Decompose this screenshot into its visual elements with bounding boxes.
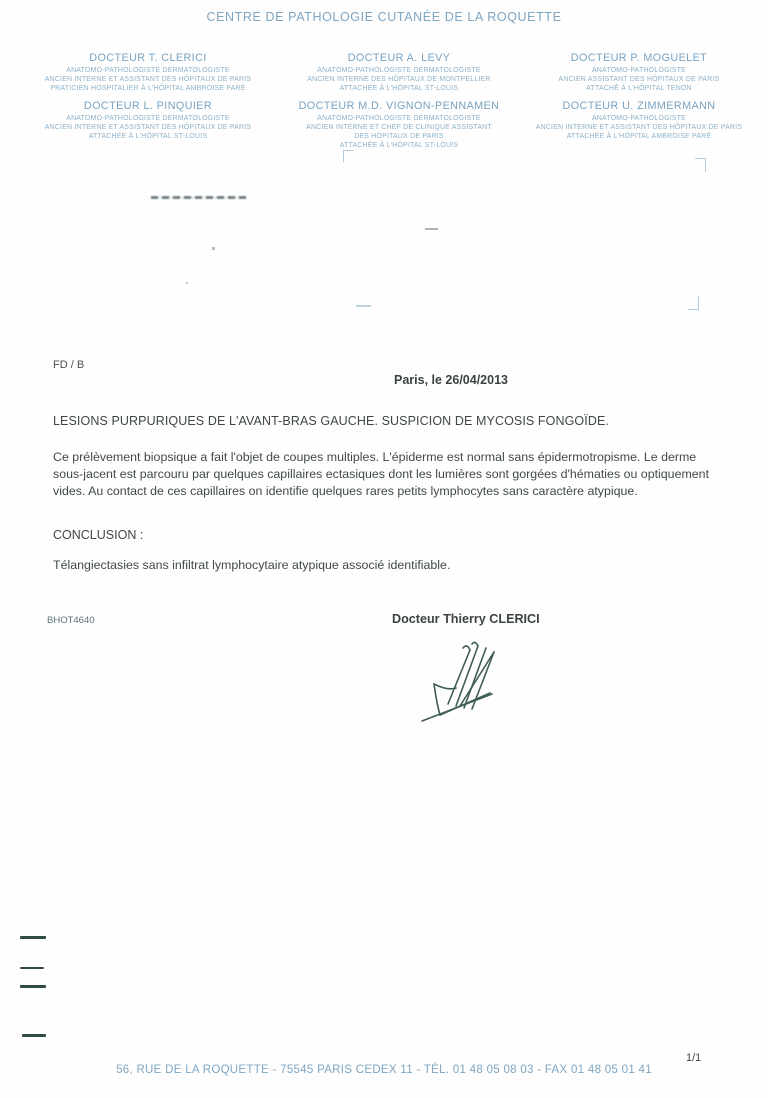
doctor-block <box>280 100 518 150</box>
scanner-registration-mark <box>20 936 46 939</box>
doctor-name: DOCTEUR U. ZIMMERMANN <box>562 100 716 112</box>
signatory-name: Docteur Thierry CLERICI <box>392 612 540 626</box>
doctor-credential: ATTACHÉE À L'HÔPITAL AMBROISE PARÉ <box>566 133 712 140</box>
doctor-credential: ATTACHÉE À L'HÔPITAL ST-LOUIS <box>339 85 459 92</box>
doctor-name: DOCTEUR L. PINQUIER <box>83 100 213 112</box>
scanner-registration-mark <box>22 1034 46 1037</box>
doctor-credential: ANATOMO-PATHOLOGISTE DERMATOLOGISTE <box>66 115 230 122</box>
doctor-credential: ANATOMO-PATHOLOGISTE DERMATOLOGISTE <box>317 115 481 122</box>
redacted-patient-name <box>151 196 247 199</box>
doctor-credential: ANATOMO-PATHOLOGISTE DERMATOLOGISTE <box>317 67 481 74</box>
reference-code: FD / B <box>53 359 85 371</box>
doctor-block <box>518 100 760 141</box>
doctor-credential: ANCIEN INTERNE DES HÔPITAUX DE MONTPELLIER <box>307 76 491 83</box>
page-number: 1/1 <box>686 1052 702 1064</box>
doctor-credential: ATTACHÉE À L'HÔPITAL ST-LOUIS <box>339 142 459 149</box>
diagnosis-title: LESIONS PURPURIQUES DE L'AVANT-BRAS GAUCHE. SUSPICION DE MYCOSIS FONGOÏDE. <box>53 414 609 428</box>
doctor-credential: DES HÔPITAUX DE PARIS <box>354 133 444 140</box>
scan-artifact <box>425 228 438 230</box>
doctor-credential: ANCIEN INTERNE ET ASSISTANT DES HÔPITAUX DE PARIS <box>44 76 252 83</box>
doctor-name: DOCTEUR P. MOGUELET <box>570 52 708 64</box>
doctor-credential: ANCIEN ASSISTANT DES HÔPITAUX DE PARIS <box>558 76 720 83</box>
date-line: Paris, le 26/04/2013 <box>394 373 508 387</box>
scanner-registration-mark <box>20 967 44 969</box>
doctor-column-2 <box>280 52 518 150</box>
doctor-name: DOCTEUR M.D. VIGNON-PENNAMEN <box>298 100 500 112</box>
doctor-name: DOCTEUR T. CLERICI <box>89 52 207 64</box>
footer-address: 56, RUE DE LA ROQUETTE - 75545 PARIS CEDEX 11 - TÉL. 01 48 05 08 03 - FAX 01 48 05 01 41 <box>116 1064 652 1076</box>
doctor-column-3 <box>518 52 760 150</box>
report-body: Ce prélèvement biopsique a fait l'objet de coupes multiples. L'épiderme est normal sans épidermotropisme. Le derme sous-jacent est parcouru par quelques capillaires ectasiques dont les lumières sont gorgées d'hématies ou optiquement vides. Au contact de ces capillaires on identifie quelques rares petits lymphocytes sans caractère atypique. <box>53 450 710 498</box>
clinic-title: CENTRE DE PATHOLOGIE CUTANÉE DE LA ROQUETTE <box>206 10 562 24</box>
doctor-block <box>16 52 280 93</box>
scan-artifact <box>212 247 215 250</box>
signature-scribble <box>412 636 522 724</box>
doctor-credential: ANCIEN INTERNE ET CHEF DE CLINIQUE ASSISTANT <box>306 124 492 131</box>
address-window-corner-bottom-right <box>688 296 699 310</box>
doctor-credential: ANCIEN INTERNE ET ASSISTANT DES HÔPITAUX DE PARIS <box>535 124 743 131</box>
doctor-block <box>518 52 760 93</box>
doctor-block <box>280 52 518 93</box>
doctor-column-1 <box>16 52 280 150</box>
scanner-registration-mark <box>20 985 46 988</box>
document-code: BHOT4640 <box>47 615 95 626</box>
doctor-credential: ATTACHÉE À L'HÔPITAL ST-LOUIS <box>88 133 208 140</box>
doctor-credential: ANATOMO-PATHOLOGISTE <box>591 115 687 122</box>
doctor-credential: ANATOMO-PATHOLOGISTE DERMATOLOGISTE <box>66 67 230 74</box>
doctor-name: DOCTEUR A. LEVY <box>347 52 451 64</box>
letterhead-doctors <box>16 52 760 150</box>
address-window-corner-top-right <box>695 158 706 172</box>
conclusion-label: CONCLUSION : <box>53 528 144 542</box>
doctor-credential: ATTACHÉ À L'HÔPITAL TENON <box>586 85 692 92</box>
scan-artifact <box>186 282 188 284</box>
conclusion-text: Télangiectasies sans infiltrat lymphocytaire atypique associé identifiable. <box>53 558 451 572</box>
doctor-credential: ANATOMO-PATHOLOGISTE <box>591 67 687 74</box>
doctor-block <box>16 100 280 141</box>
doctor-credential: ANCIEN INTERNE ET ASSISTANT DES HÔPITAUX DE PARIS <box>44 124 252 131</box>
address-window-corner-bottom-left <box>356 305 371 307</box>
address-window-corner-top-left <box>343 150 354 162</box>
doctor-credential: PRATICIEN HOSPITALIER À L'HÔPITAL AMBROISE PARÉ <box>50 85 246 92</box>
